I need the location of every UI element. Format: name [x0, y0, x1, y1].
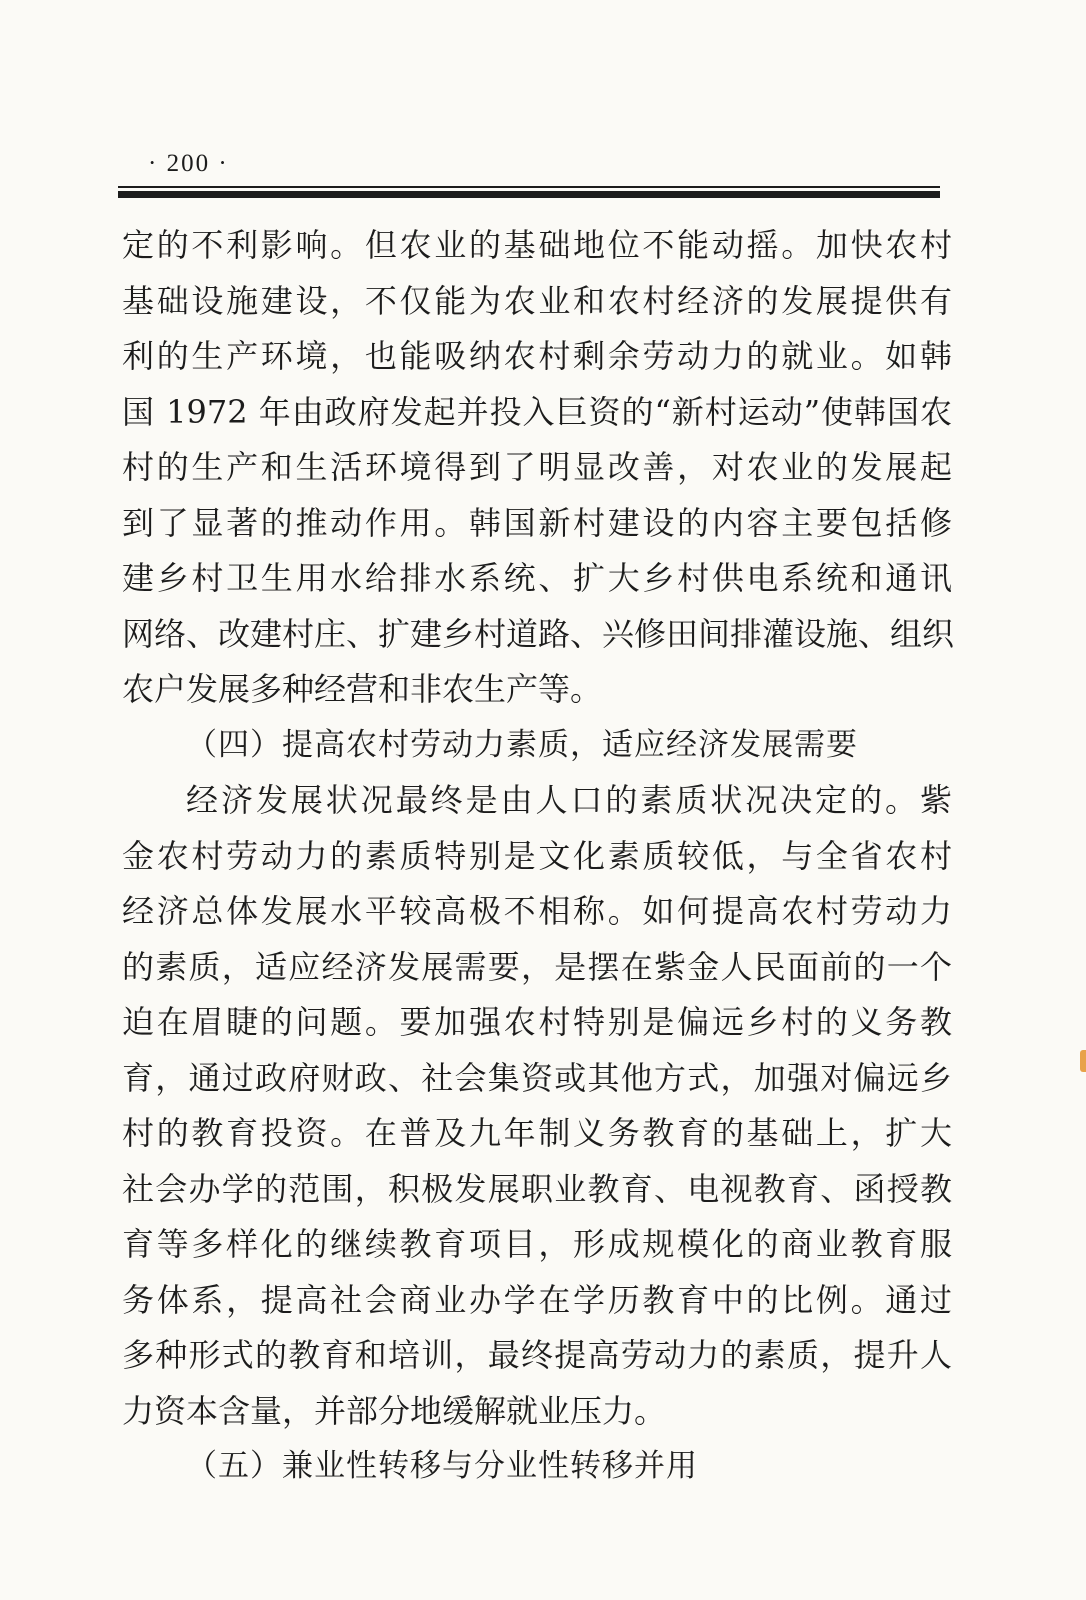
page-number: · 200 · — [148, 150, 229, 177]
text-line: 多种形式的教育和培训，最终提高劳动力的素质，提升人 — [122, 1336, 952, 1374]
text-line: 务体系，提高社会商业办学在学历教育中的比例。通过 — [122, 1280, 952, 1319]
text-line: 村的教育投资。在普及九年制义务教育的基础上，扩大 — [122, 1114, 952, 1152]
text-line: 网络、改建村庄、扩建乡村道路、兴修田间排灌设施、组织 — [122, 614, 955, 653]
text-line: 到了显著的推动作用。韩国新村建设的内容主要包括修 — [122, 503, 952, 542]
text-line: 金农村劳动力的素质特别是文化素质较低，与全省农村 — [122, 836, 952, 875]
text-line: 利的生产环境，也能吸纳农村剩余劳动力的就业。如韩 — [122, 337, 952, 375]
text-line: 基础设施建设，不仅能为农业和农村经济的发展提供有 — [122, 281, 952, 320]
text-line: 的素质，适应经济发展需要，是摆在紫金人民面前的一个 — [122, 947, 952, 986]
text-line: 村的生产和生活环境得到了明显改善，对农业的发展起 — [122, 448, 952, 486]
text-line: 育，通过政府财政、社会集资或其他方式，加强对偏远乡 — [122, 1058, 952, 1097]
body-text — [122, 218, 955, 1495]
text-line: 育等多样化的继续教育项目，形成规模化的商业教育服 — [122, 1225, 952, 1263]
text-line: 建乡村卫生用水给排水系统、扩大乡村供电系统和通讯 — [122, 559, 952, 597]
text-line: 社会办学的范围，积极发展职业教育、电视教育、函授教 — [122, 1169, 952, 1208]
text-line: 定的不利影响。但农业的基础地位不能动摇。加快农村 — [122, 226, 952, 264]
section-heading-4: （四）提高农村劳动力素质，适应经济发展需要 — [186, 726, 858, 763]
header-rule-thick — [118, 191, 940, 198]
text-line: 经济总体发展水平较高极不相称。如何提高农村劳动力 — [122, 892, 952, 930]
page-edge-mark — [1080, 1050, 1086, 1072]
text-line: 迫在眉睫的问题。要加强农村特别是偏远乡村的义务教 — [122, 1003, 952, 1041]
section-heading-5: （五）兼业性转移与分业性转移并用 — [186, 1448, 698, 1484]
text-line: 农户发展多种经营和非农生产等。 — [122, 670, 603, 708]
text-line: 力资本含量，并部分地缓解就业压力。 — [122, 1391, 667, 1430]
text-line: 经济发展状况最终是由人口的素质状况决定的。紫 — [186, 781, 952, 819]
text-line: 国 1972 年由政府发起并投入巨资的“新村运动”使韩国农 — [122, 392, 952, 431]
header-rule-thin — [118, 186, 940, 188]
